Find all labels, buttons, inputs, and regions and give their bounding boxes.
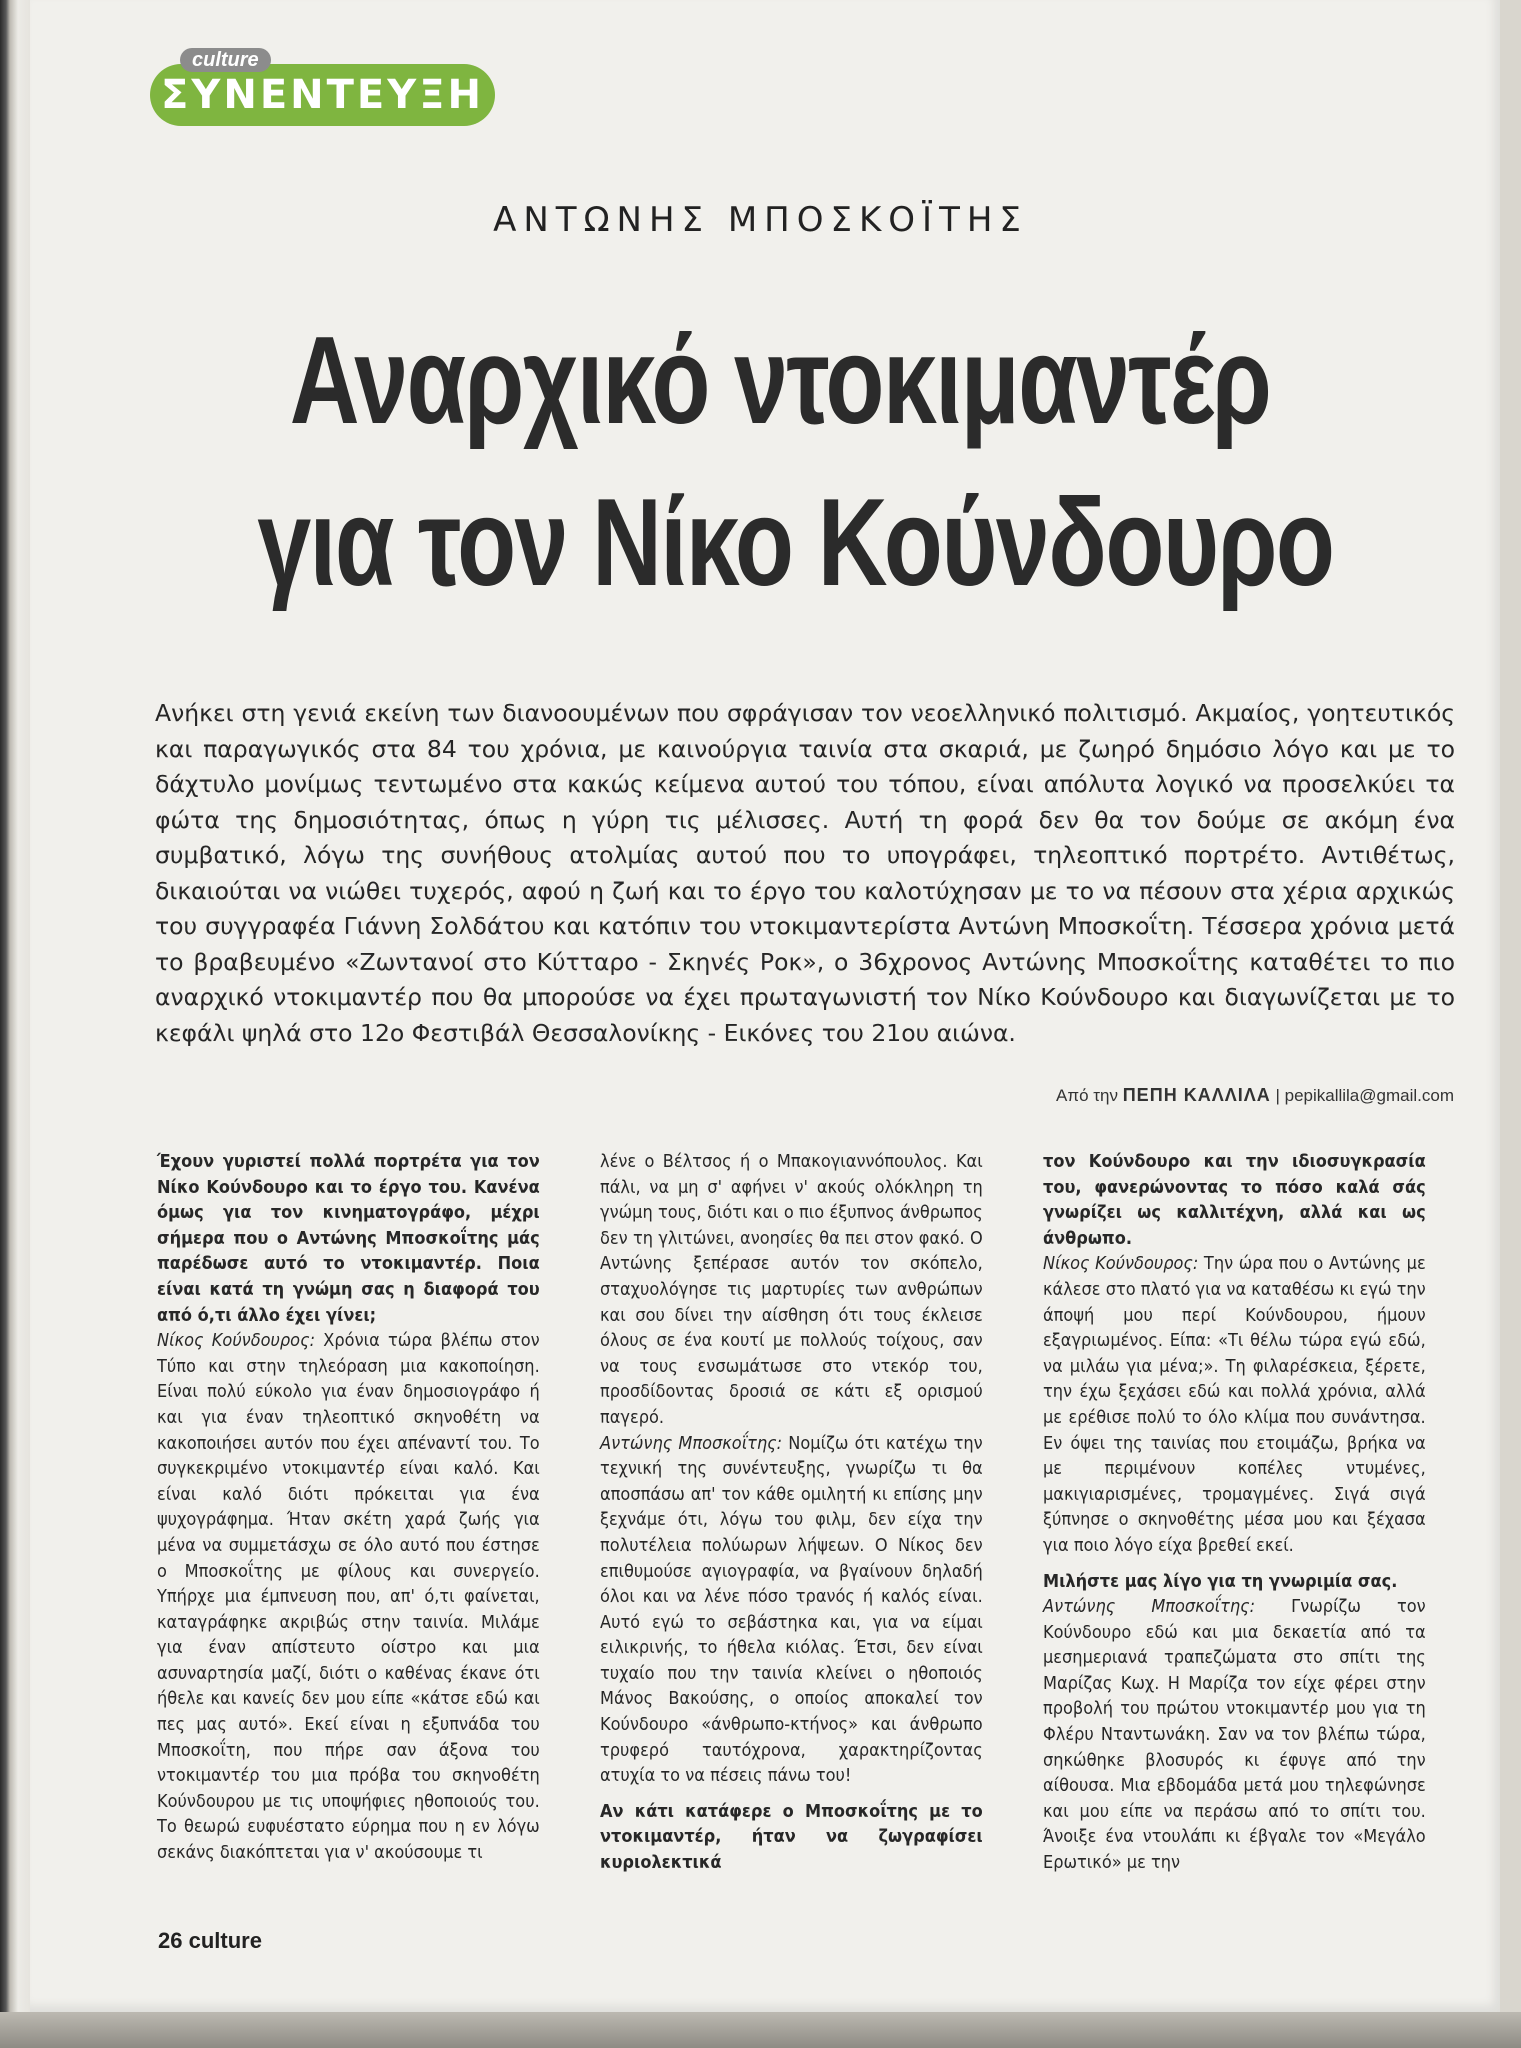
question-2-continued: τον Κούνδουρο και την ιδιοσυγκρασία του, φανερώνοντας το πόσο καλά σάς γνωρίζει ως καλλιτέχνη, αλλά και ως άνθρωπο. (1043, 1152, 1426, 1249)
answer-paragraph (1043, 1595, 1426, 1877)
answer-paragraph (600, 1150, 983, 1432)
speaker-name: Νίκος Κούνδουρος: (1043, 1254, 1199, 1275)
answer-paragraph (157, 1329, 540, 1866)
speaker-name: Νίκος Κούνδουρος: (157, 1331, 316, 1352)
byline (1056, 1085, 1454, 1106)
byline-separator: | (1275, 1086, 1280, 1105)
speaker-name: Αντώνης Μποσκοΐτης: (600, 1433, 783, 1454)
question-1: Έχουν γυριστεί πολλά πορτρέτα για τον Νίκο Κούνδουρο και το έργο του. Κανένα όμως για τον κινηματογράφο, μέχρι σήμερα που ο Αντώνης Μποσκοΐτης μάς παρέδωσε αυτό το ντοκιμαντέρ. Ποια είναι κατά τη γνώμη σας η διαφορά του από ό,τι άλλο έχει γίνει; (157, 1152, 540, 1326)
director-name: ΑΝΤΩΝΗΣ ΜΠΟΣΚΟΪΤΗΣ (493, 200, 1028, 240)
page-edge (0, 2012, 1521, 2048)
section-label-culture: culture (180, 48, 271, 72)
question-2: Αν κάτι κατάφερε ο Μποσκοΐτης με το ντοκιμαντέρ, ήταν να ζωγραφίσει κυριολεκτικά (600, 1801, 983, 1874)
answer-text: λένε ο Βέλτσος ή ο Μπακογιαννόπουλος. Και πάλι, να μη σ' αφήνει ν' ακούς ολόκληρη τη γνώμη τους, διότι και ο πιο έξυπνος άνθρωπος δεν τη γλιτώνει, ανοησίες θα πει στον φακό. Ο Αντώνης ξεπέρασε αυτόν τον σκόπελο, σταχυολόγησε τις μαρτυρίες των ανθρώπων και σου δίνει την αίσθηση ότι τους έκλεισε όλους σε ένα κουτί με πολλούς τοίχους, σαν να τους ενσωμάτωσε στο ντεκόρ του, προσδίδοντας δροσιά σε κάτι εξ ορισμού παγερό. (600, 1152, 983, 1428)
headline (257, 300, 1334, 624)
speaker-name: Αντώνης Μποσκοΐτης: (1043, 1597, 1256, 1618)
headline-line-2: για τον Νίκο Κούνδουρο (257, 474, 1334, 612)
binding-shadow (0, 0, 30, 2048)
question-3: Μιλήστε μας λίγο για τη γνωριμία σας. (1043, 1571, 1398, 1592)
byline-prefix: Από την (1056, 1086, 1118, 1105)
byline-email: pepikallila@gmail.com (1284, 1086, 1454, 1105)
answer-paragraph (1043, 1252, 1426, 1559)
answer-paragraph (600, 1432, 983, 1790)
article-column-1 (157, 1150, 540, 1867)
byline-author: ΠΕΠΗ ΚΑΛΛΙΛΑ (1122, 1085, 1271, 1105)
lead-paragraph: Ανήκει στη γενιά εκείνη των διανοουμένων που σφράγισαν τον νεοελληνικό πολιτισμό. Ακμαίος, γοητευτικός και παραγωγικός στα 84 του χρόνια, με καινούργια ταινία στα σκαριά, με ζωηρό δημόσιο λόγο και με το δάχτυλο μονίμως τεντωμένο στα κακώς κείμενα αυτού του τόπου, είναι απόλυτα λογικό να προσελκύει τα φώτα της δημοσιότητας, όπως η γύρη τις μέλισσες. Αυτή τη φορά δεν θα τον δούμε σε ακόμη ένα συμβατικό, λόγω της συνήθους ατολμίας αυτού που το υπογράφει, τηλεοπτικό πορτρέτο. Αντιθέτως, δικαιούται να νιώθει τυχερός, αφού η ζωή και το έργο του καλοτύχησαν με το να πέσουν στα χέρια αρχικώς του συγγραφέα Γιάννη Σολδάτου και κατόπιν του ντοκιμαντερίστα Αντώνη Μποσκοΐτη. Τέσσερα χρόνια μετά το βραβευμένο «Ζωντανοί στο Κύτταρο - Σκηνές Ροκ», ο 36χρονος Αντώνης Μποσκοΐτης καταθέτει το πιο αναρχικό ντοκιμαντέρ που θα μπορούσε να έχει πρωταγωνιστή τον Νίκο Κούνδουρο και διαγωνίζεται με το κεφάλι ψηλά στο 12ο Φεστιβάλ Θεσσαλονίκης - Εικόνες του 21ου αιώνα. (155, 699, 1455, 1047)
headline-line-1: Αναρχικό ντοκιμαντέρ (289, 312, 1271, 450)
answer-text: Χρόνια τώρα βλέπω στον Τύπο και στην τηλεόραση μια κακοποίηση. Είναι πολύ εύκολο για έναν δημοσιογράφο ή και για έναν τηλεοπτικό σκηνοθέτη να κακοποιήσει αυτόν που έχει απέναντί του. Το συγκεκριμένο ντοκιμαντέρ είναι καλό. Και είναι καλό διότι πρόκειται για ένα ψυχογράφημα. Ήταν σκέτη χαρά ζωής για μένα να συμμετάσχω σε όλο αυτό που έστησε ο Μποσκοΐτης με φίλους και συνεργείο. Υπήρχε μια έμπνευση που, απ' ό,τι φαίνεται, καταγράφηκε ακριβώς στην ταινία. Μιλάμε για έναν απίστευτο οίστρο και μια ασυναρτησία μαζί, διότι ο καθένας έκανε ότι ήθελε και κανείς δεν μου είπε «κάτσε εδώ και πες μας αυτό». Εκεί είναι η εξυπνάδα του Μποσκοΐτη, που πήρε σαν άξονα του ντοκιμαντέρ του μια πρόβα του σκηνοθέτη Κούνδουρου με τις υποψήφιες ηθοποιούς του. Το θεωρώ ευφυέστατο εύρημα που η εν λόγω σεκάνς διακόπτεται για ν' ακούσουμε τι (157, 1331, 540, 1864)
page-folio: 26 culture (158, 1928, 262, 1953)
section-label-interview: ΣΥΝΕΝΤΕΥΞΗ (150, 64, 495, 126)
answer-text: Γνωρίζω τον Κούνδουρο εδώ και μια δεκαετία από τα μεσημεριανά τραπεζώματα στο σπίτι της Μαρίζας Κωχ. Η Μαρίζα τον είχε φέρει στην προβολή του πρώτου ντοκιμαντέρ μου για τη Φλέρυ Νταντωνάκη. Σαν να τον βλέπω τώρα, σηκώθηκε βλοσυρός κι έφυγε από την αίθουσα. Μια εβδομάδα μετά μου τηλεφώνησε και μου είπε να περάσω από το σπίτι του. Άνοιξε ένα ντουλάπι κι έβγαλε τον «Μεγάλο Ερωτικό» με την (1043, 1597, 1426, 1874)
answer-text: Την ώρα που ο Αντώνης με κάλεσε στο πλατό για να καταθέσω κι εγώ την άποψή μου περί Κούνδουρου, ήμουν εξαγριωμένος. Είπα: «Τι θέλω τώρα εγώ εδώ, να μιλάω για μένα;». Τη φιλαρέσκεια, ξέρετε, την έχω ξεχάσει εδώ και πολλά χρόνια, αλλά με ερέθισε πολύ το όλο κλίμα που συνάντησα. Εν όψει της ταινίας που ετοιμάζω, βρήκα να με περιμένουν κοπέλες ντυμένες, μακιγιαρισμένες, τρομαγμένες. Σιγά σιγά ξύπνησε ο σκηνοθέτης μέσα μου και ξέχασα για ποιο λόγο είχα βρεθεί εκεί. (1043, 1254, 1426, 1556)
article-column-2 (600, 1150, 983, 1877)
section-tag (150, 48, 495, 128)
article-column-3 (1043, 1150, 1426, 1877)
answer-text: Νομίζω ότι κατέχω την τεχνική της συνέντευξης, γνωρίζω τι θα αποσπάσω απ' τον κάθε ομιλητή κι επίσης μην ξεχνάμε ότι, λόγω του φιλμ, δεν είχα την πολυτέλεια πολύωρων λήψεων. Ο Νίκος δεν επιθυμούσε αγιογραφία, να βγαίνουν δηλαδή όλοι και να λένε πόσο τρανός ή καλός είναι. Αυτό εγώ το σεβάστηκα και, για να είμαι ειλικρινής, το ήθελα κιόλας. Έτσι, δεν είναι τυχαίο που την ταινία κλείνει ο ηθοποιός Μάνος Βακούσης, ο οποίος αποκαλεί τον Κούνδουρο «άνθρωπο-κτήνος» και άνθρωπο τρυφερό ταυτόχρονα, χαρακτηρίζοντας ατυχία το να πέσεις πάνω του! (600, 1433, 983, 1787)
